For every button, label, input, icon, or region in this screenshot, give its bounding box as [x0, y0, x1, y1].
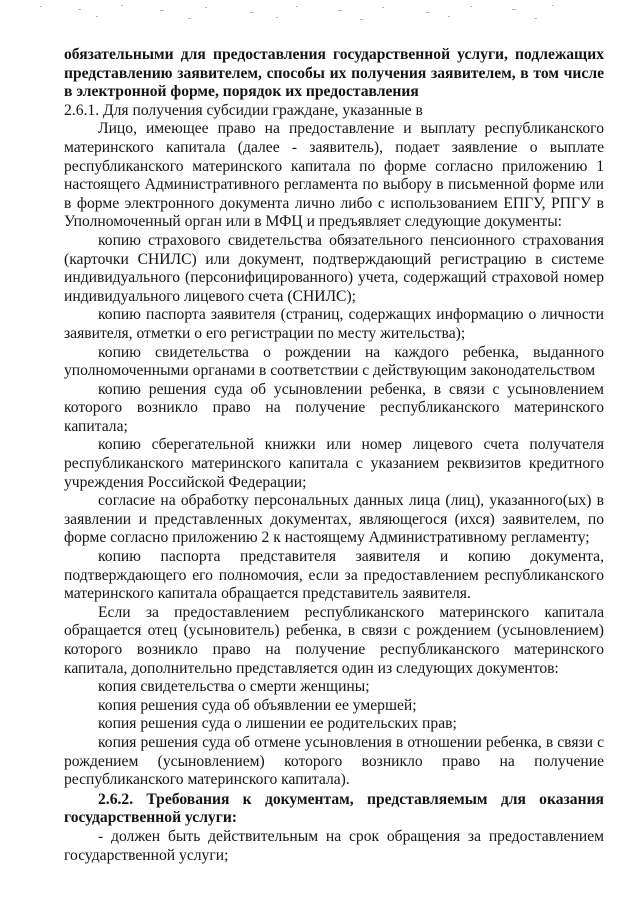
document-page	[64, 46, 604, 865]
list-item: копия свидетельства о смерти женщины;	[98, 678, 370, 696]
paragraph-birth-certificate: копию свидетельства о рождении на каждого ребенка, выданного уполномоченными органами в соответствии с действующим законодательством	[64, 343, 604, 380]
section-2-6-1-title: 2.6.1. Для получения субсидии граждане, указанные в	[64, 101, 423, 119]
paragraph-representative: копию паспорта представителя заявителя и копию документа, подтверждающего его полномочия, если за предоставлением республиканского материнского капитала обращается представитель заявителя.	[64, 548, 604, 603]
bullet-validity: - должен быть действительным на срок обращения за предоставлением государственной услуги;	[64, 827, 604, 864]
paragraph-applicant: Лицо, имеющее право на предоставление и выплату республиканского материнского капитала (далее - заявитель), подает заявление о выплате республиканского материнского капитала по форме согласно приложению 1 настоящего Административного регламента по выбору в письменной форме или в форме электронного документа лично либо с использованием ЕПГУ, РПГУ в Уполномоченный орган или в МФЦ и предъявляет следующие документы:	[64, 120, 604, 231]
paragraph-father-applies: Если за предоставлением республиканского материнского капитала обращается отец (усыновитель) ребенка, в связи с рождением (усыновлением) которого возникло право на получение республиканского материнского капитала, дополнительно представляется один из следующих документов:	[64, 603, 604, 677]
paragraph-passport: копию паспорта заявителя (страниц, содержащих информацию о личности заявителя, отметки о его регистрации по месту жительства);	[64, 306, 604, 342]
section-header-text: обязательными для предоставления государственной услуги, подлежащих представлению заявителем, способы их получения заявителем, в том числе в электронной форме, порядок их предоставления	[64, 46, 604, 101]
paragraph-consent: согласие на обработку персональных данных лица (лиц), указанного(ых) в заявлении и представленных документах, являющегося (ихся) заявителем, по форме согласно приложению 2 к настоящему Административному регламенту;	[64, 492, 604, 547]
scan-noise-top	[0, 0, 640, 30]
list-item: копия решения суда о лишении ее родительских прав;	[98, 715, 457, 733]
section-2-6-2-heading: 2.6.2. Требования к документам, представляемым для оказания государственной услуги:	[64, 790, 604, 827]
paragraph-snils: копию страхового свидетельства обязательного пенсионного страхования (карточки СНИЛС) или документ, подтверждающий регистрацию в системе индивидуального (персонифицированного) учета, содержащий страховой номер индивидуального лицевого счета (СНИЛС);	[64, 231, 604, 305]
paragraph-savings-book: копию сберегательной книжки или номер лицевого счета получателя республиканского материнского капитала с указанием реквизитов кредитного учреждения Российской Федерации;	[64, 436, 604, 491]
list-item-last: копия решения суда об отмене усыновления в отношении ребенка, в связи с рождением (усыновлением) которого возникло право на получение республиканского материнского капитала).	[64, 733, 604, 789]
paragraph-adoption-decision: копию решения суда об усыновлении ребенка, в связи с усыновлением которого возникло право на получение республиканского материнского капитала;	[64, 380, 604, 435]
list-item: копия решения суда об объявлении ее умершей;	[98, 696, 417, 714]
